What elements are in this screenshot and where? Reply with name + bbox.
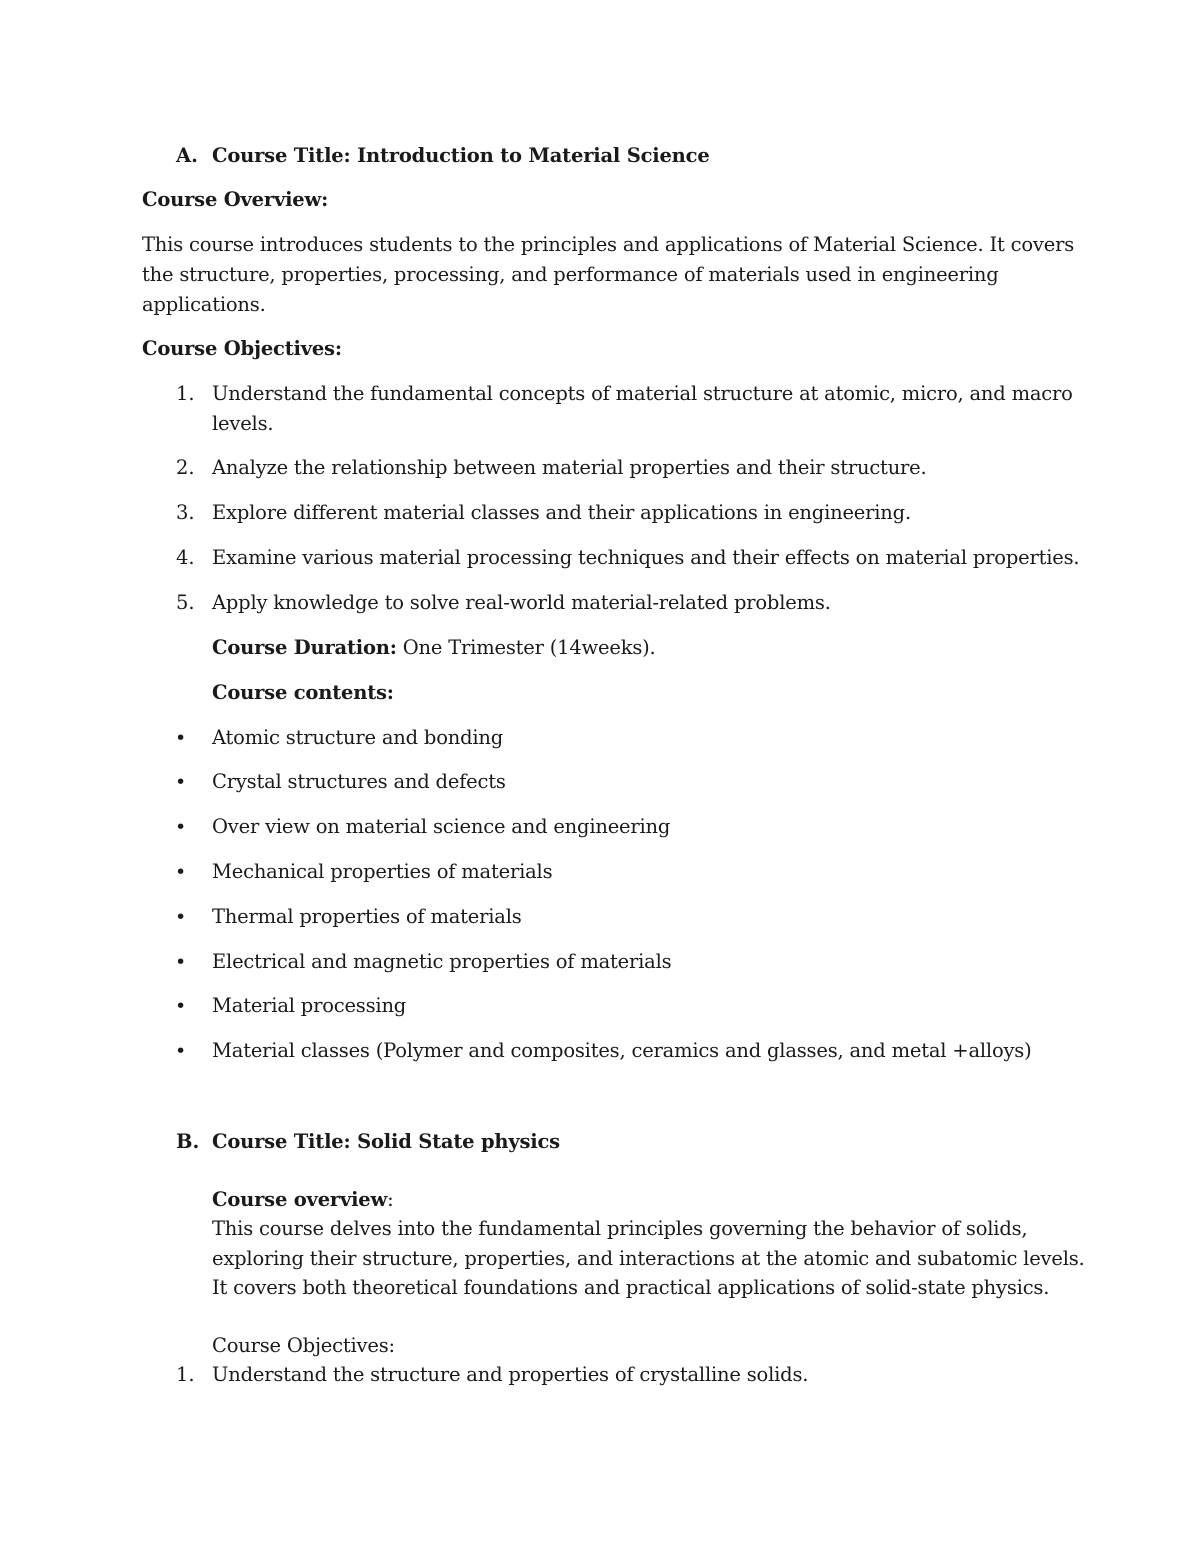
bullet-glyph: • bbox=[175, 995, 187, 1017]
section-b-overview-line: This course delves into the fundamental principles governing the behavior of solids, bbox=[212, 1217, 1028, 1240]
objective-text: Analyze the relationship between material properties and their structure. bbox=[212, 456, 927, 479]
objective-text: Examine various material processing techniques and their effects on material properties. bbox=[212, 546, 1080, 569]
objective-number: 2. bbox=[176, 456, 195, 479]
objective-text: Explore different material classes and their applications in engineering. bbox=[212, 501, 911, 524]
section-b-overview-heading-text: Course overview bbox=[212, 1188, 388, 1211]
section-b-overview-colon: : bbox=[387, 1188, 394, 1211]
section-a-overview-heading: Course Overview: bbox=[142, 188, 329, 211]
section-b-marker: B. bbox=[176, 1130, 200, 1153]
bullet-glyph: • bbox=[175, 1040, 187, 1062]
section-b-overview-line: exploring their structure, properties, and interactions at the atomic and subatomic levels. bbox=[212, 1247, 1085, 1270]
content-item: Atomic structure and bonding bbox=[212, 726, 504, 749]
bullet-glyph: • bbox=[175, 906, 187, 928]
section-b-overview-line: It covers both theoretical foundations and practical applications of solid-state physics. bbox=[212, 1276, 1050, 1299]
section-b-overview-heading bbox=[212, 1185, 393, 1215]
content-item: Mechanical properties of materials bbox=[212, 860, 553, 883]
objective-number: 4. bbox=[176, 546, 195, 569]
section-a-overview-line: the structure, properties, processing, and performance of materials used in engineering bbox=[142, 263, 999, 286]
objective-number: 3. bbox=[176, 501, 195, 524]
section-a-objectives-heading: Course Objectives: bbox=[142, 337, 342, 360]
course-duration bbox=[212, 633, 656, 663]
content-item: Material classes (Polymer and composites, ceramics and glasses, and metal +alloys) bbox=[212, 1039, 1032, 1062]
section-a-overview-line: This course introduces students to the principles and applications of Material Science. It covers bbox=[142, 233, 1075, 256]
content-item: Crystal structures and defects bbox=[212, 770, 506, 793]
course-duration-label: Course Duration: bbox=[212, 636, 397, 659]
section-a-overview-line: applications. bbox=[142, 293, 266, 316]
bullet-glyph: • bbox=[175, 771, 187, 793]
objective-number: 1. bbox=[176, 382, 195, 405]
course-duration-value: One Trimester (14weeks). bbox=[402, 636, 656, 659]
content-item: Electrical and magnetic properties of materials bbox=[212, 950, 672, 973]
objective-number: 5. bbox=[176, 591, 195, 614]
course-contents-heading: Course contents: bbox=[212, 681, 394, 704]
bullet-glyph: • bbox=[175, 951, 187, 973]
bullet-glyph: • bbox=[175, 861, 187, 883]
objective-text: Understand the fundamental concepts of material structure at atomic, micro, and macro bbox=[212, 382, 1073, 405]
section-b-title bbox=[212, 1127, 560, 1157]
section-a-marker: A. bbox=[176, 144, 198, 167]
section-b-title-value: Solid State physics bbox=[357, 1130, 560, 1153]
objective-text: Understand the structure and properties of crystalline solids. bbox=[212, 1363, 809, 1386]
section-b-title-label: Course Title: bbox=[212, 1130, 351, 1153]
content-item: Thermal properties of materials bbox=[212, 905, 522, 928]
content-item: Over view on material science and engineering bbox=[212, 815, 671, 838]
section-a-title-value: Introduction to Material Science bbox=[357, 144, 710, 167]
section-a-title-label: Course Title: bbox=[212, 144, 351, 167]
bullet-glyph: • bbox=[175, 727, 187, 749]
objective-text: Apply knowledge to solve real-world material-related problems. bbox=[212, 591, 831, 614]
bullet-glyph: • bbox=[175, 816, 187, 838]
objective-text: levels. bbox=[212, 412, 274, 435]
objective-number: 1. bbox=[176, 1363, 195, 1386]
section-b-objectives-heading: Course Objectives: bbox=[212, 1334, 395, 1357]
content-item: Material processing bbox=[212, 994, 407, 1017]
section-a-title bbox=[212, 141, 710, 171]
